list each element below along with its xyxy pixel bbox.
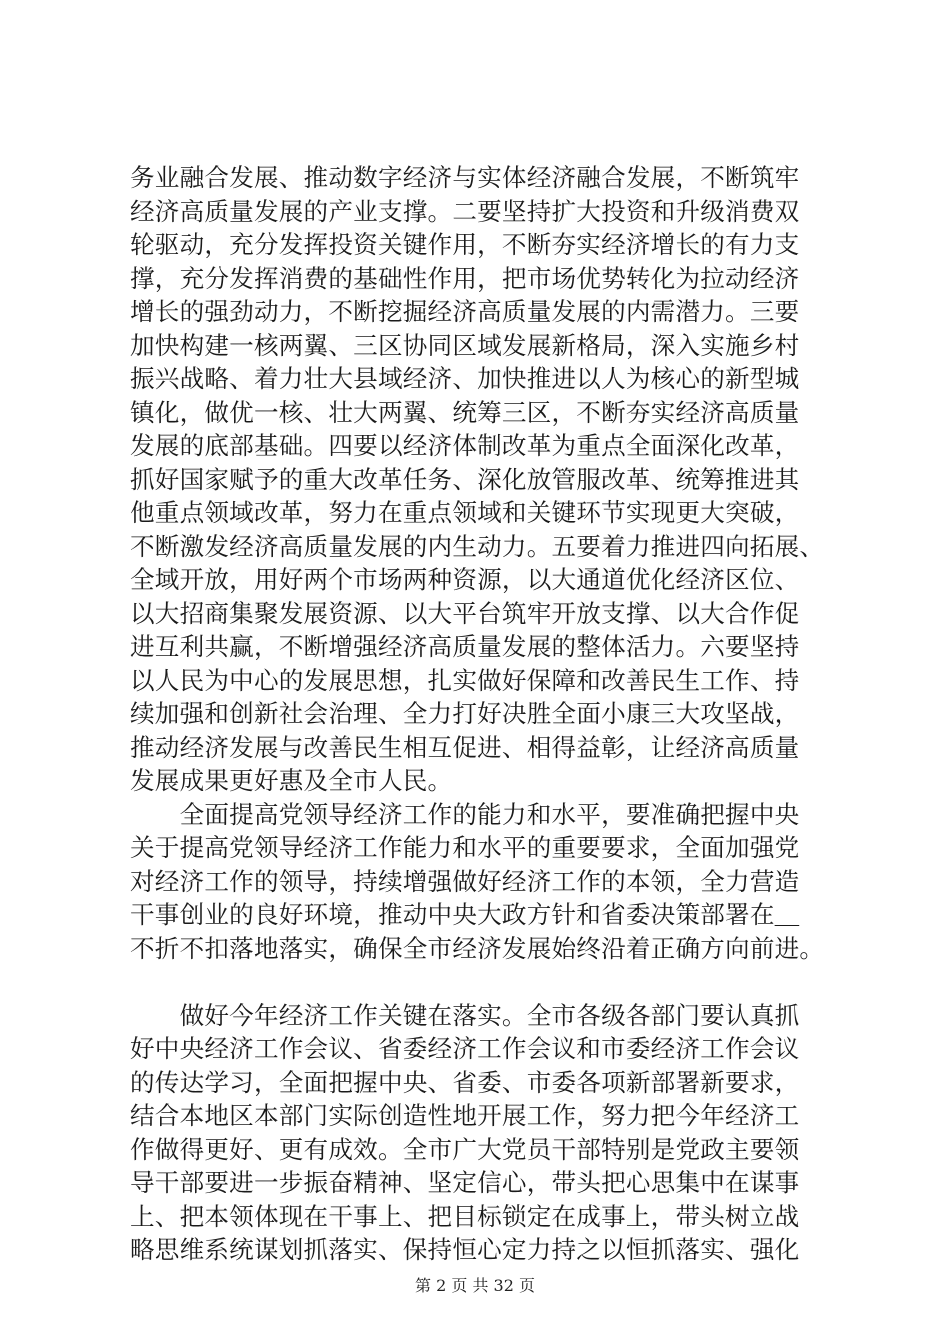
text-line: 的传达学习，全面把握中央、省委、市委各项新部署新要求， bbox=[130, 1067, 800, 1097]
text-line: 进互利共赢，不断增强经济高质量发展的整体活力。六要坚持 bbox=[130, 632, 800, 661]
text-line: 作做得更好、更有成效。全市广大党员干部特别是党政主要领 bbox=[130, 1134, 800, 1164]
text-line: 略思维系统谋划抓落实、保持恒心定力持之以恒抓落实、强化 bbox=[130, 1235, 800, 1264]
text-line: 经济高质量发展的产业支撑。二要坚持扩大投资和升级消费双 bbox=[130, 196, 800, 226]
text-line: 镇化，做优一核、壮大两翼、统筹三区，不断夯实经济高质量 bbox=[130, 397, 800, 427]
text-line: 干事创业的良好环境，推动中央大政方针和省委决策部署在＿ bbox=[130, 900, 800, 929]
text-line: 对经济工作的领导，持续增强做好经济工作的本领，全力营造 bbox=[130, 866, 800, 896]
text-line: 导干部要进一步振奋精神、坚定信心，带头把心思集中在谋事 bbox=[130, 1168, 800, 1197]
text-line: 轮驱动，充分发挥投资关键作用，不断夯实经济增长的有力支 bbox=[130, 230, 800, 259]
text-line: 不断激发经济高质量发展的内生动力。五要着力推进四向拓展、 bbox=[130, 531, 825, 561]
text-line: 务业融合发展、推动数字经济与实体经济融合发展，不断筑牢 bbox=[130, 163, 800, 192]
text-line: 结合本地区本部门实际创造性地开展工作，努力把今年经济工 bbox=[130, 1101, 800, 1130]
text-line: 振兴战略、着力壮大县域经济、加快推进以人为核心的新型城 bbox=[130, 364, 800, 393]
text-line: 全面提高党领导经济工作的能力和水平，要准确把握中央 bbox=[130, 799, 800, 829]
text-line: 抓好国家赋予的重大改革任务、深化放管服改革、统筹推进其 bbox=[130, 464, 800, 494]
text-line: 上、把本领体现在干事上、把目标锁定在成事上，带头树立战 bbox=[130, 1201, 800, 1231]
text-line: 加快构建一核两翼、三区协同区域发展新格局，深入实施乡村 bbox=[130, 330, 800, 360]
text-line: 以大招商集聚发展资源、以大平台筑牢开放支撑、以大合作促 bbox=[130, 598, 800, 628]
text-line: 撑，充分发挥消费的基础性作用，把市场优势转化为拉动经济 bbox=[130, 263, 800, 293]
text-line: 增长的强劲动力，不断挖掘经济高质量发展的内需潜力。三要 bbox=[130, 297, 800, 326]
paragraph-1 bbox=[130, 161, 830, 798]
text-line: 好中央经济工作会议、省委经济工作会议和市委经济工作会议 bbox=[130, 1034, 800, 1063]
text-line: 他重点领域改革，努力在重点领域和关键环节实现更大突破， bbox=[130, 498, 800, 527]
text-line: 推动经济发展与改善民生相互促进、相得益彰，让经济高质量 bbox=[130, 732, 800, 762]
text-line: 关于提高党领导经济工作能力和水平的重要要求，全面加强党 bbox=[130, 833, 800, 862]
paragraph-3 bbox=[130, 999, 830, 1267]
text-line: 续加强和创新社会治理、全力打好决胜全面小康三大攻坚战， bbox=[130, 699, 800, 728]
paragraph-2 bbox=[130, 798, 830, 966]
text-line: 不折不扣落地落实，确保全市经济发展始终沿着正确方向前进。 bbox=[130, 933, 825, 963]
text-line: 做好今年经济工作关键在落实。全市各级各部门要认真抓 bbox=[130, 1000, 800, 1030]
text-line: 以人民为中心的发展思想，扎实做好保障和改善民生工作、持 bbox=[130, 665, 800, 695]
body-text bbox=[130, 161, 830, 1267]
text-line: 全域开放，用好两个市场两种资源，以大通道优化经济区位、 bbox=[130, 565, 800, 594]
text-line: 发展的底部基础。四要以经济体制改革为重点全面深化改革， bbox=[130, 431, 800, 460]
text-line: 发展成果更好惠及全市人民。 bbox=[130, 766, 453, 795]
page-number-footer: 第 2 页 共 32 页 bbox=[415, 1276, 535, 1295]
paragraph-spacer bbox=[130, 965, 830, 999]
